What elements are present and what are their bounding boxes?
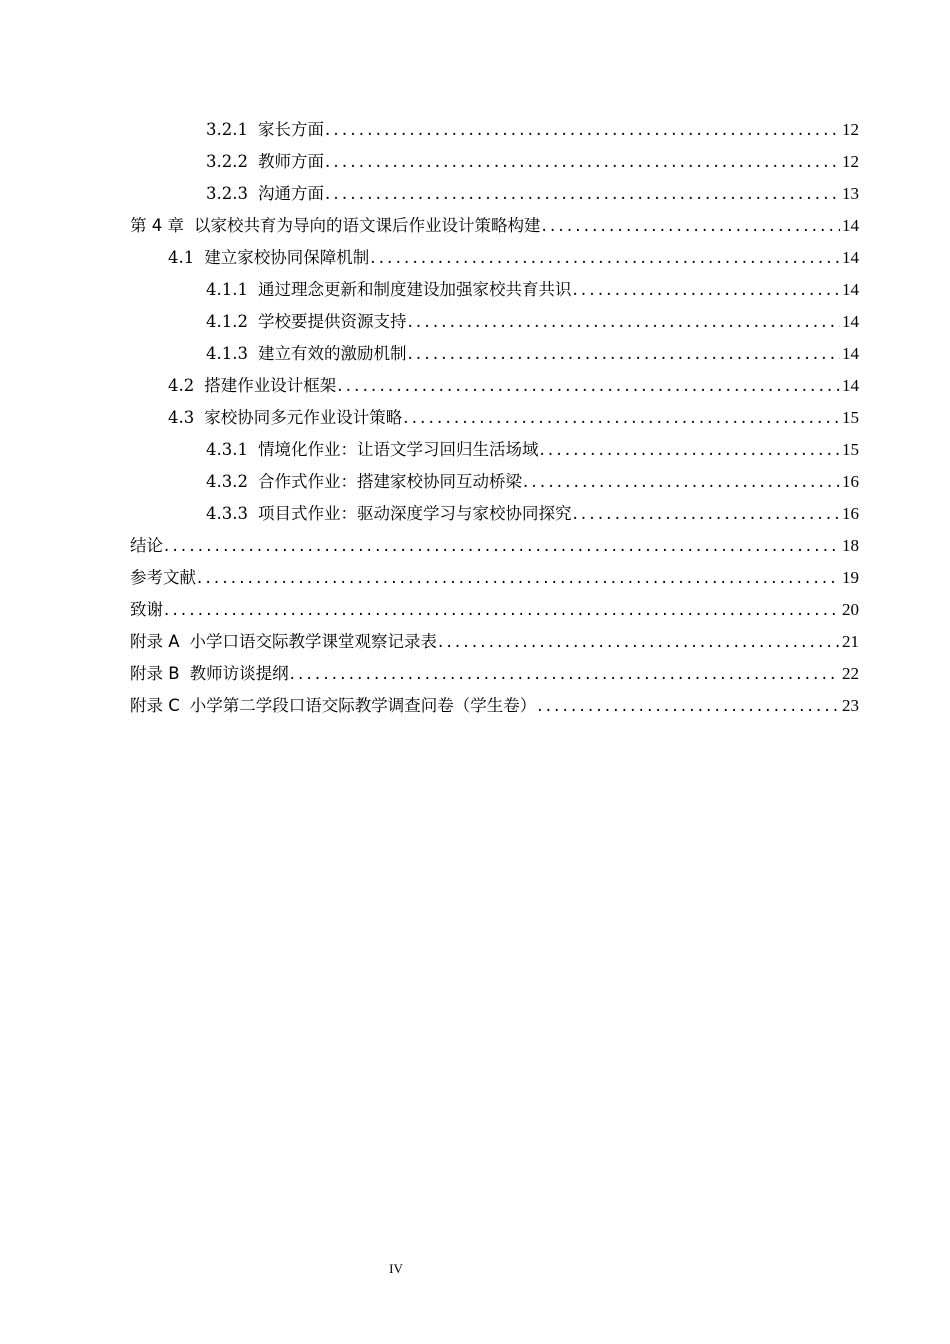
- toc-entry[interactable]: [0, 370, 950, 402]
- toc-entry-page: 19: [842, 568, 859, 587]
- toc-entry-number: 4.1.2: [206, 312, 248, 331]
- toc-entry-title: 建立有效的激励机制: [257, 344, 407, 363]
- toc-entry-page: 14: [842, 312, 859, 331]
- toc-entry-number: 3.2.1: [206, 120, 248, 139]
- toc-entry-number: 4.3.2: [206, 472, 248, 491]
- toc-entry-title: 家长方面: [257, 120, 324, 139]
- toc-entry-page: 16: [842, 504, 859, 523]
- toc-dot-leader: [438, 626, 840, 658]
- toc-dot-leader: [403, 402, 840, 434]
- toc-entry-title: 小学第二学段口语交际教学调查问卷（学生卷）: [189, 696, 537, 715]
- toc-entry-page: 14: [842, 376, 859, 395]
- toc-entry-page: 23: [842, 696, 859, 715]
- toc-entry-page: 12: [842, 152, 859, 171]
- toc-entry-title: 学校要提供资源支持: [257, 312, 407, 331]
- toc-entry-number: 4.2: [168, 376, 195, 395]
- toc-entry-page: 16: [842, 472, 859, 491]
- toc-entry[interactable]: [0, 338, 950, 370]
- toc-entry-page: 15: [842, 408, 859, 427]
- toc-dot-leader: [164, 530, 840, 562]
- toc-entry-title: 教师方面: [257, 152, 324, 171]
- toc-entry[interactable]: [0, 402, 950, 434]
- toc-entry[interactable]: [0, 690, 950, 722]
- toc-entry[interactable]: [0, 530, 950, 562]
- toc-entry-title: 教师访谈提纲: [189, 664, 289, 683]
- toc-entry-number: 3.2.3: [206, 184, 248, 203]
- toc-entry-title: 合作式作业：搭建家校协同互动桥梁: [257, 472, 522, 491]
- toc-entry[interactable]: [0, 274, 950, 306]
- toc-dot-leader: [523, 466, 840, 498]
- toc-entry-title: 搭建作业设计框架: [204, 376, 337, 395]
- toc-dot-leader: [572, 274, 840, 306]
- toc-entry-page: 14: [842, 248, 859, 267]
- toc-dot-leader: [325, 146, 840, 178]
- toc-entry[interactable]: [0, 466, 950, 498]
- toc-entry-title: 小学口语交际教学课堂观察记录表: [189, 632, 438, 651]
- toc-entry[interactable]: [0, 306, 950, 338]
- toc-entry-page: 14: [842, 280, 859, 299]
- toc-entry-number: 第 4 章: [130, 216, 184, 235]
- toc-dot-leader: [164, 594, 840, 626]
- toc-entry-title: 项目式作业：驱动深度学习与家校协同探究: [257, 504, 572, 523]
- toc-entry[interactable]: [0, 210, 950, 242]
- toc-entry-number: 4.1.3: [206, 344, 248, 363]
- toc-entry[interactable]: [0, 242, 950, 274]
- toc-entry[interactable]: [0, 434, 950, 466]
- toc-dot-leader: [542, 210, 841, 242]
- toc-entry[interactable]: [0, 114, 950, 146]
- toc-entry[interactable]: [0, 146, 950, 178]
- toc-entry-number: 3.2.2: [206, 152, 248, 171]
- toc-entry-title: 建立家校协同保障机制: [204, 248, 370, 267]
- toc-dot-leader: [407, 306, 840, 338]
- toc-entry-page: 21: [842, 632, 859, 651]
- toc-dot-leader: [537, 690, 840, 722]
- toc-entry-page: 14: [842, 344, 859, 363]
- toc-dot-leader: [325, 178, 840, 210]
- toc-entry[interactable]: [0, 498, 950, 530]
- toc-entry-page: 13: [842, 184, 859, 203]
- toc-entry-title: 以家校共育为导向的语文课后作业设计策略构建: [194, 216, 541, 235]
- toc-entry-page: 20: [842, 600, 859, 619]
- toc-entry-page: 15: [842, 440, 859, 459]
- toc-dot-leader: [572, 498, 840, 530]
- toc-entry[interactable]: [0, 658, 950, 690]
- toc-entry-title: 情境化作业：让语文学习回归生活场域: [257, 440, 539, 459]
- toc-entry-page: 12: [842, 120, 859, 139]
- page-number: IV: [389, 1261, 403, 1276]
- toc-entry-page: 14: [842, 216, 859, 235]
- toc-entry[interactable]: [0, 178, 950, 210]
- toc-entry-title: 通过理念更新和制度建设加强家校共育共识: [257, 280, 572, 299]
- toc-dot-leader: [370, 242, 840, 274]
- toc-entry-title: 家校协同多元作业设计策略: [204, 408, 403, 427]
- toc-entry-number: 4.1.1: [206, 280, 248, 299]
- toc-entry[interactable]: [0, 626, 950, 658]
- toc-entry[interactable]: [0, 562, 950, 594]
- toc-entry-title: 参考文献: [130, 568, 196, 587]
- toc-dot-leader: [325, 114, 840, 146]
- toc-entry-page: 22: [842, 664, 859, 683]
- toc-entry-number: 4.3: [168, 408, 195, 427]
- toc-entry-number: 4.3.3: [206, 504, 248, 523]
- toc-entry-title: 沟通方面: [257, 184, 324, 203]
- toc-entry-number: 附录 A: [130, 632, 180, 651]
- toc-dot-leader: [407, 338, 840, 370]
- toc-entry-title: 结论: [130, 536, 163, 555]
- toc-dot-leader: [337, 370, 840, 402]
- table-of-contents: [0, 114, 950, 722]
- toc-entry[interactable]: [0, 594, 950, 626]
- toc-entry-title: 致谢: [130, 600, 163, 619]
- toc-entry-number: 附录 C: [130, 696, 180, 715]
- toc-entry-number: 4.3.1: [206, 440, 248, 459]
- toc-entry-number: 4.1: [168, 248, 195, 267]
- toc-dot-leader: [290, 658, 840, 690]
- toc-dot-leader: [539, 434, 840, 466]
- toc-entry-page: 18: [842, 536, 859, 555]
- toc-entry-number: 附录 B: [130, 664, 180, 683]
- toc-dot-leader: [197, 562, 840, 594]
